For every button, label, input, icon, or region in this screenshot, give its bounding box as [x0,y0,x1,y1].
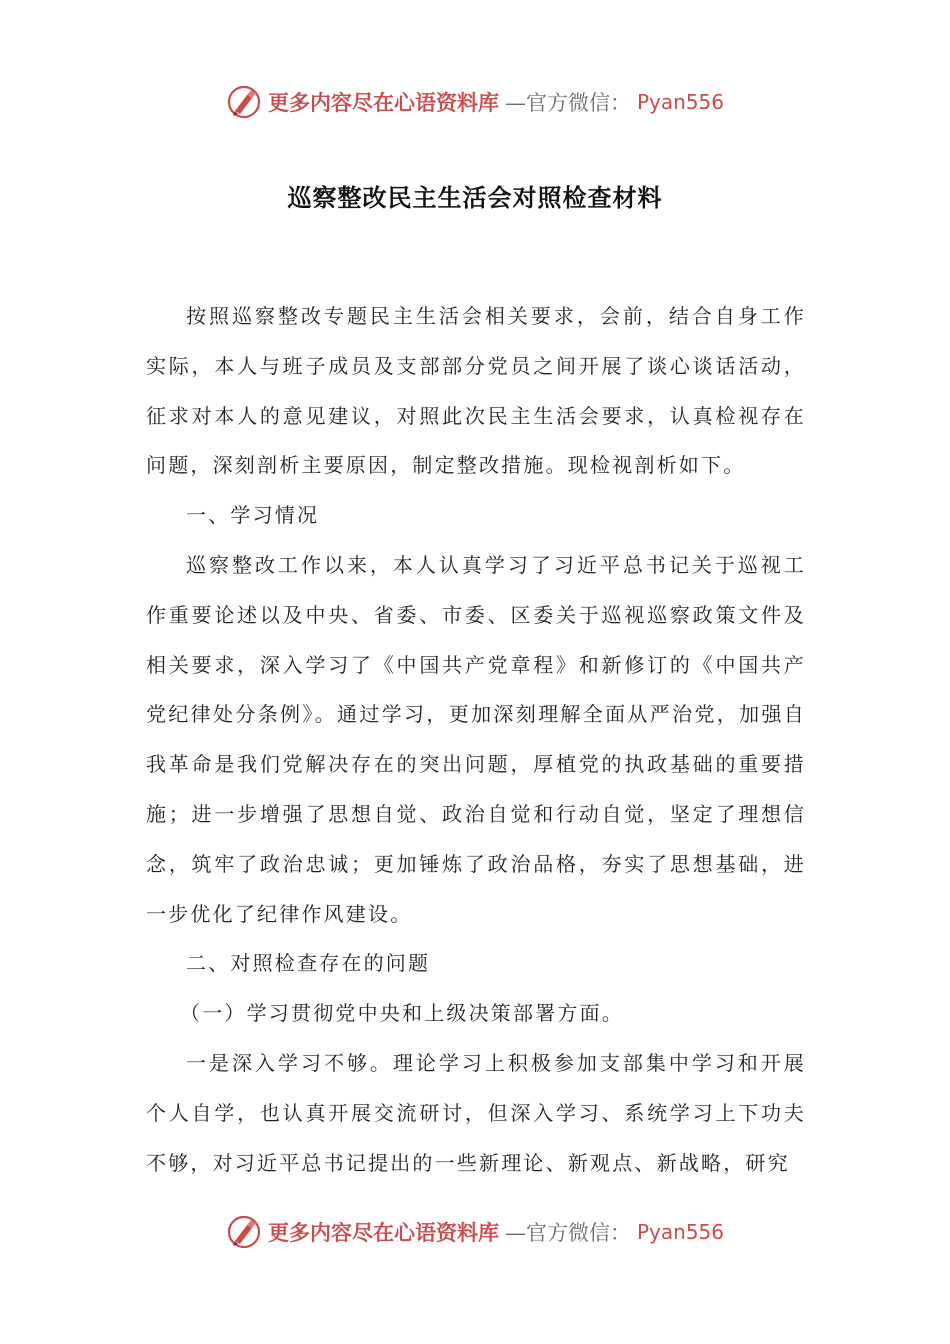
document-title: 巡察整改民主生活会对照检查材料 [287,184,663,212]
pen-nib-logo-icon [226,84,262,120]
paragraph-study: 巡察整改工作以来，本人认真学习了习近平总书记关于巡视工作重要论述以及中央、省委、市委、区委关于巡视巡察政策文件及相关要求，深入学习了《中国共产党章程》和新修订的《中国共产党纪律处分条例》。通过学习，更加深刻理解全面从严治党，加强自我革命是我们党解决存在的突出问题，厚植党的执政基础的重要措施；进一步增强了思想自觉、政治自觉和行动自觉，坚定了理想信念，筑牢了政治忠诚；更加锤炼了政治品格，夯实了思想基础，进一步优化了纪律作风建设。 [146,552,806,926]
watermark-site-name: 更多内容尽在心语资料库 [267,1220,499,1245]
watermark-wechat-label: —官方微信： [504,91,631,115]
document-body [146,292,806,1188]
watermark-wechat-id: Pyan556 [636,1220,724,1244]
watermark-wechat-label: —官方微信： [504,1221,631,1245]
paragraph-intro: 按照巡察整改专题民主生活会相关要求，会前，结合自身工作实际，本人与班子成员及支部部分党员之间开展了谈心谈话活动，征求对本人的意见建议，对照此次民主生活会要求，认真检视存在问题，深刻剖析主要原因，制定整改措施。现检视剖析如下。 [146,304,806,478]
watermark-footer [0,1212,950,1252]
paragraph-problem-one: 一是深入学习不够。理论学习上积极参加支部集中学习和开展个人自学，也认真开展交流研讨，但深入学习、系统学习上下功夫不够，对习近平总书记提出的一些新理论、新观点、新战略，研究 [146,1050,806,1175]
watermark-header [0,82,950,122]
pen-nib-logo-icon [226,1214,262,1250]
watermark-wechat-id: Pyan556 [636,90,724,114]
heading-problems: 二、对照检查存在的问题 [186,951,431,976]
subheading-policy: （一）学习贯彻党中央和上级决策部署方面。 [180,1001,624,1026]
watermark-site-name: 更多内容尽在心语资料库 [267,90,499,115]
heading-study: 一、学习情况 [186,503,320,528]
